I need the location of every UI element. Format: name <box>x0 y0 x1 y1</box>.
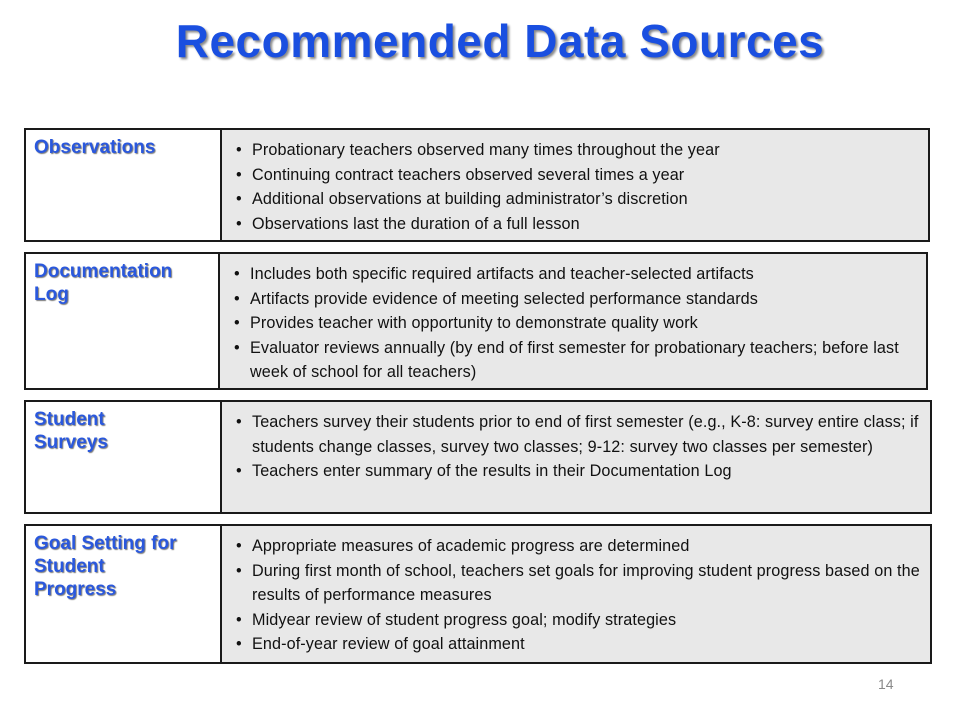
page-number: 14 <box>878 676 894 692</box>
bullet-item: • Midyear review of student progress goal; modify strategies <box>230 608 922 633</box>
section-content <box>220 254 926 388</box>
section-label: Observations <box>34 137 156 158</box>
slide-title: Recommended Data Sources <box>175 15 825 67</box>
bullet-list <box>230 138 920 236</box>
section-label-cell <box>26 402 222 512</box>
section-content <box>222 130 928 240</box>
section-label-cell <box>26 254 220 388</box>
bullet-list <box>230 410 922 484</box>
bullet-item: • Additional observations at building administrator’s discretion <box>230 187 920 212</box>
bullet-item: • Teachers enter summary of the results in their Documentation Log <box>230 459 922 484</box>
section-label: Documentation Log <box>34 261 173 305</box>
bullet-item: • During first month of school, teachers set goals for improving student progress based on the results of performance measures <box>230 559 922 608</box>
bullet-item: • Probationary teachers observed many times throughout the year <box>230 138 920 163</box>
section-observations <box>24 128 930 242</box>
bullet-item: • Observations last the duration of a full lesson <box>230 212 920 237</box>
bullet-item: • End-of-year review of goal attainment <box>230 632 922 657</box>
bullet-item: • Includes both specific required artifacts and teacher-selected artifacts <box>228 262 918 287</box>
section-label: Student Surveys <box>34 409 108 453</box>
bullet-item: • Teachers survey their students prior to end of first semester (e.g., K-8: survey entire class; if students change classes, survey two classes; 9-12: survey two classes per semester) <box>230 410 922 459</box>
section-label: Goal Setting for Student Progress <box>34 533 177 600</box>
bullet-list <box>230 534 922 657</box>
section-student-surveys <box>24 400 932 514</box>
section-content <box>222 526 930 662</box>
bullet-item: • Appropriate measures of academic progress are determined <box>230 534 922 559</box>
bullet-item: • Provides teacher with opportunity to demonstrate quality work <box>228 311 918 336</box>
bullet-item: • Evaluator reviews annually (by end of first semester for probationary teachers; before last week of school for all teachers) <box>228 336 918 385</box>
section-goal-setting <box>24 524 932 664</box>
bullet-item: • Artifacts provide evidence of meeting selected performance standards <box>228 287 918 312</box>
bullet-list <box>228 262 918 385</box>
bullet-item: • Continuing contract teachers observed several times a year <box>230 163 920 188</box>
section-documentation-log <box>24 252 928 390</box>
section-content <box>222 402 930 512</box>
section-label-cell <box>26 526 222 662</box>
section-label-cell <box>26 130 222 240</box>
